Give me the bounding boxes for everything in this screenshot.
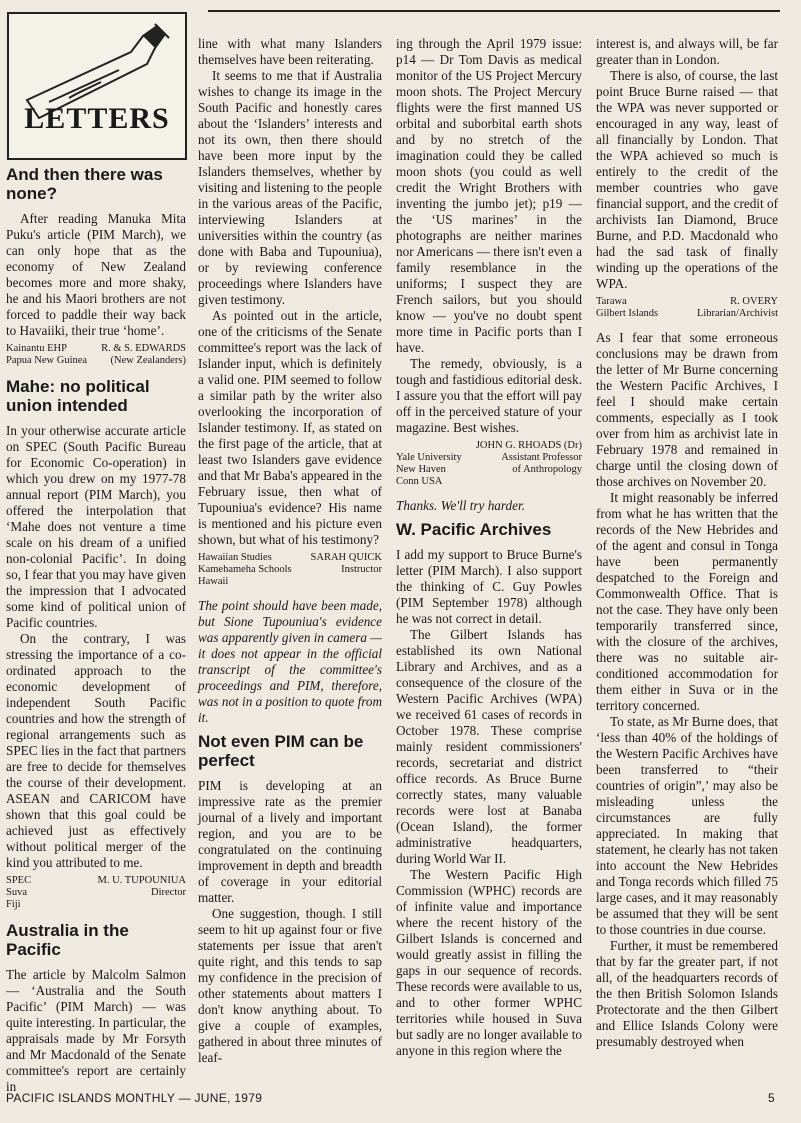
letter-1-paragraph: After reading Manuka Mita Puku's article (PIM March), we can only hope that as the economy of New Zealand becomes more and more shaky, he and his Maori brothers are not forced to paddle their way back to Havaiiki, their true ‘home’. [6, 211, 186, 338]
sig-location: Gilbert Islands [596, 308, 659, 319]
sig-location: New Haven [396, 464, 446, 475]
column-4 [596, 36, 778, 1050]
letter-4-paragraph: ing through the April 1979 issue: p14 — Dr Tom Davis as medical monitor of the US Project Mercury moon shots. The Project Mercury flights were the first manned US orbital and suborbital earth shots and by no stretch of the imagination could they be called moon shots (you could as well credit the Wright Brothers with inventing the jumbo jet); p19 — the ‘US marines’ in the photographs are neither marines nor Americans — there isn't even a family resemblance in the uniforms; I suspect they are French sailors, but you should know — you've no doubt spent more time in Pacific ports than I have. [396, 36, 582, 355]
letter-5-paragraph: The Western Pacific High Commission (WPHC) records are of infinite value and importance where the recent history of the Gilbert Islands is concerned and would greatly assist in filling the gaps in our sequence of records. These records were available to us, and to other former WPHC territories while housed in Suva but sadly are no longer available to anyone in this region where the [396, 867, 582, 1058]
letter-5-signature [596, 296, 778, 320]
sig-location: Papua New Guinea [6, 355, 88, 366]
letter-5-paragraph: The Gilbert Islands has established its own National Library and Archives, and as a consequence of the closure of the Western Pacific Archives (WPA) we received 61 cases of records in October 1978. These comprise mainly resident commissioners' records, secretariat and district office records. As Bruce Burne correctly states, many valuable records were lost at Banaba (Ocean Island), the former administrative headquarters, during World War II. [396, 627, 582, 866]
letter-6-paragraph: Further, it must be remembered that by far the greater part, if not all, of the headquarters records of the then British Solomon Islands Protectorate and the then Gilbert and Ellice Islands Colony were presumably destroyed when [596, 938, 778, 1049]
sig-author: JOHN G. RHOADS (Dr) [475, 440, 582, 451]
letter-4-paragraph: One suggestion, though. I still seem to hit up against four or five statements per issue that aren't quite right, and this tends to sap my confidence in the precision of other statements about matters I don't know anything about. To give a couple of examples, gathered in about three minutes of leaf- [198, 906, 382, 1065]
sig-title: Assistant Professor [501, 452, 582, 463]
letter-6-paragraph: To state, as Mr Burne does, that ‘less than 40% of the holdings of the Western Pacific Archives have been transferred to “their countries of origin”,’ may also be misleading unless the circumstances are fully appreciated. In making that statement, he clearly has not taken into account the New Hebrides and Tonga records which filled 75 large cases, and it may reasonably be assumed that they will be sent to those countries in due course. [596, 714, 778, 937]
sig-title: of Anthropology [512, 464, 582, 475]
sig-location: Hawaii [198, 576, 229, 587]
column-2 [198, 36, 382, 1066]
editor-note: The point should have been made, but Sione Tupouniua's evidence was apparently given in camera — it does not appear in the official transcript of the committee's proceedings and PIM, therefore, was not in a position to quote from it. [198, 598, 382, 725]
letter-4-signature-name [396, 440, 582, 452]
letter-3-paragraph: As pointed out in the article, one of the criticisms of the Senate committee's report was the lack of Islander input, which is definitely a valid one. PIM seemed to follow a similar path by the writer also overlooking the incorporation of Islander testimony. If, as stated on the first page of the article, that at least two Islanders gave evidence and that Mr Baba's appeared in the February issue, then what of Tupouniua's evidence? His name is mentioned and his picture even shown, but what of his testimony? [198, 308, 382, 547]
sig-location: Fiji [6, 899, 21, 910]
bottle-icon [9, 14, 185, 158]
letter-6-paragraph: As I fear that some erroneous conclusions may be drawn from the letter of Mr Burne concerning the Western Pacific Archives, I feel I should make certain comments, especially as I took over from him as archivist late in February 1978 and remained in charge until the closing down of those archives on November 20. [596, 330, 778, 489]
running-footer: PACIFIC ISLANDS MONTHLY — JUNE, 1979 [6, 1091, 263, 1105]
sig-location: Kamehameha Schools [198, 564, 292, 575]
sig-author: M. U. TUPOUNIUA [97, 875, 186, 886]
letter-2-heading: Mahe: no political union intended [6, 377, 150, 415]
letter-4-paragraph: The remedy, obviously, is a tough and fastidious editorial desk. I assure you that the effort will pay off in the perceived stature of your magazine. Best wishes. [396, 356, 582, 435]
letter-3-paragraph: The article by Malcolm Salmon — ‘Australia and the South Pacific’ (PIM March) — was quite interesting. In particular, the appraisals made by Mr Forsyth and Mr Macdonald of the Senate committee's report are certainly in [6, 967, 186, 1094]
sig-title: Director [151, 887, 186, 898]
page-number: 5 [768, 1091, 775, 1105]
letter-5-paragraph: I add my support to Bruce Burne's letter (PIM March). I also support the thinking of C. Guy Powles (PIM September 1978) although he was not correct in detail. [396, 547, 582, 626]
sig-location: Kainantu EHP [6, 343, 67, 354]
letter-2-signature [6, 875, 186, 911]
letter-3-signature [198, 552, 382, 588]
letter-5-paragraph: There is also, of course, the last point Bruce Burne raised — that the WPA was never supported or encouraged in any way, least of all financially by London. That the WPA achieved so much is entirely to the credit of the member countries who gave financial support, and the credit of archivists Ian Diamond, Bruce Burne, and P.D. Macdonald who had the sad task of finally winding up the operations of the WPA. [596, 68, 778, 291]
letter-2-paragraph: In your otherwise accurate article on SPEC (South Pacific Bureau for Economic Co-operation) in which you drew on my 1977-78 annual report (PIM March), you offered the interpolation that ‘Mahe does not venture a time scale on his dream of a unified non-colonial Pacific’. In doing so, I fear that you may have given the impression that I advocated some kind of political union of Pacific countries. [6, 423, 186, 630]
sig-location: Conn USA [396, 476, 443, 487]
sig-location: Suva [6, 887, 27, 898]
letter-1-heading: And then there was none? [6, 165, 163, 203]
top-rule [208, 10, 780, 12]
sig-location: Hawaiian Studies [198, 552, 272, 563]
letter-6-paragraph: It might reasonably be inferred from what he has written that the records of the New Hebrides and of the agent and consul in Tonga have been permanently despatched to the Foreign and Commonwealth Office. That is not the case. They have only been temporarily transferred since, with the closure of the archives, there was no suitable air-conditioned accommodation for them either in Suva or in the territory concerned. [596, 490, 778, 713]
sig-title: (New Zealanders) [110, 355, 186, 366]
letter-3-paragraph: line with what many Islanders themselves have been reiterating. [198, 36, 382, 67]
sig-location: Tarawa [596, 296, 627, 307]
letters-logo [7, 12, 187, 160]
editor-note: Thanks. We'll try harder. [396, 498, 525, 513]
sig-title: Librarian/Archivist [696, 308, 778, 319]
letter-4-heading: Not even PIM can be perfect [198, 732, 364, 770]
letter-5-paragraph: interest is, and always will, be far greater than in London. [596, 36, 778, 67]
letter-2-paragraph: On the contrary, I was stressing the importance of a co-ordinated approach to the economic development of independent South Pacific countries and how the strength of regional arrangements such as SPEC lies in the fact that partners are free to decide for themselves the course of their development. ASEAN and CARICOM have shown that this goal could be achieved just as effectively without political merger of the kind you attributed to me. [6, 631, 186, 870]
sig-author: R. & S. EDWARDS [101, 343, 186, 354]
letter-5-heading: W. Pacific Archives [396, 520, 552, 539]
sig-author: R. OVERY [730, 296, 778, 307]
sig-title: Instructor [341, 564, 382, 575]
letter-3-paragraph: It seems to me that if Australia wishes to change its image in the South Pacific and honestly cares about the ‘Islanders’ interests and not its own, then there should have been more input by the Islanders themselves, whether by visiting and listening to the people in the various areas of the Pacific, interviewing Islanders at universities within the country (as done with Baba and Tupouniua), or by reviewing conference proceedings where Islanders have given testimony. [198, 68, 382, 307]
sig-location: SPEC [6, 875, 32, 886]
letter-4-paragraph: PIM is developing at an impressive rate as the premier journal of a lively and important region, and you are to be congratulated on the continuing improvement in depth and breadth of coverage in your editorial matter. [198, 778, 382, 905]
letters-title: LETTERS [24, 102, 170, 135]
column-3 [396, 36, 582, 1059]
letter-3-heading: Australia in the Pacific [6, 921, 129, 959]
letter-4-signature [396, 452, 582, 488]
sig-location: Yale University [396, 452, 462, 463]
letter-1-signature [6, 343, 186, 367]
sig-author: SARAH QUICK [310, 552, 382, 563]
column-1 [6, 165, 186, 1095]
